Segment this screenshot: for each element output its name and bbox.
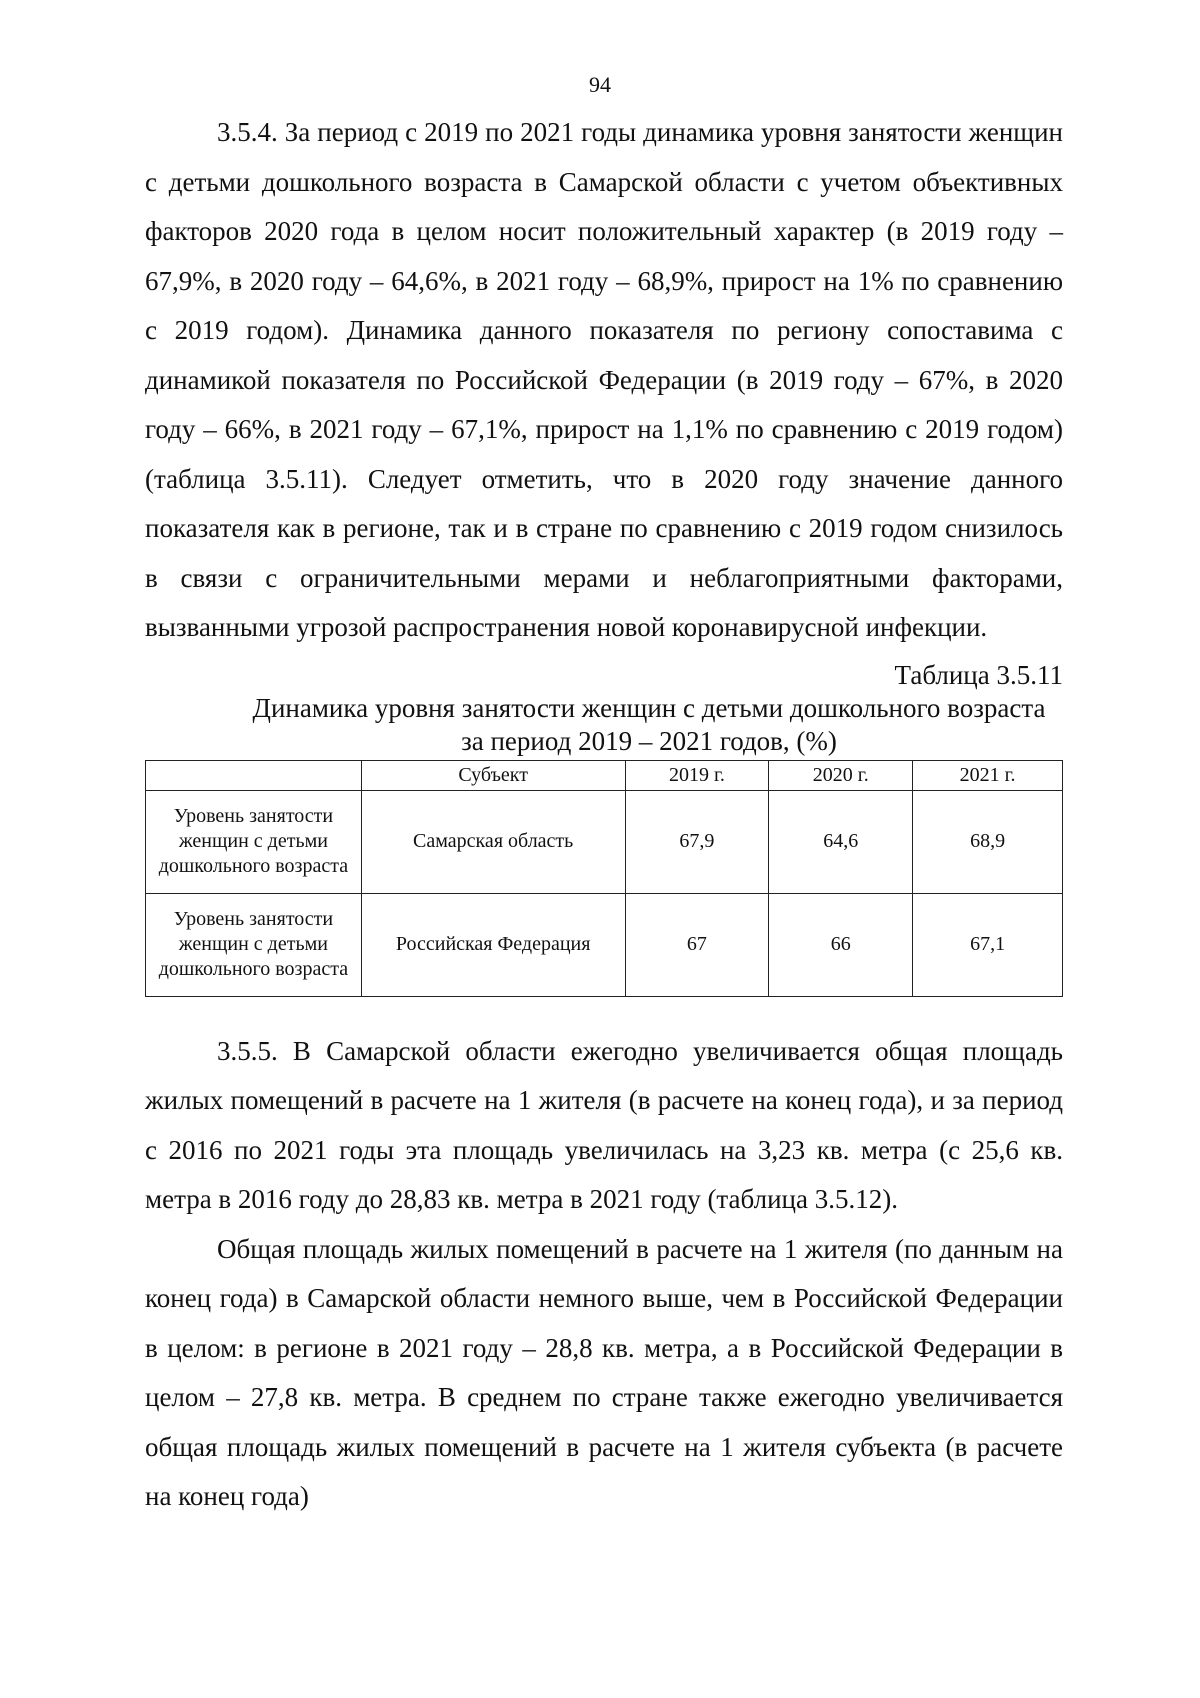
table-cell-2020: 64,6 xyxy=(769,790,913,893)
table-header-2019: 2019 г. xyxy=(625,760,769,790)
table-row xyxy=(146,893,1063,996)
table-cell-subject: Российская Федерация xyxy=(361,893,625,996)
table-row xyxy=(146,790,1063,893)
table-title-line1: Динамика уровня занятости женщин с детьми дошкольного возраста xyxy=(252,692,1046,723)
table-cell-2019: 67 xyxy=(625,893,769,996)
table-cell-indicator: Уровень занятости женщин с детьми дошкольного возраста xyxy=(146,893,362,996)
table-header-indicator xyxy=(146,760,362,790)
table-header-row xyxy=(146,760,1063,790)
paragraph-housing-comparison: Общая площадь жилых помещений в расчете на 1 жителя (по данным на конец года) в Самарской области немного выше, чем в Российской Федерации в целом: в регионе в 2021 году – 28,8 кв. метра, а в Российской Федерации в целом – 27,8 кв. метра. В среднем по стране также ежегодно увеличивается общая площадь жилых помещений в расчете на 1 жителя субъекта (в расчете на конец года) xyxy=(145,1233,1063,1511)
page-number: 94 xyxy=(589,72,611,97)
table-cell-2019: 67,9 xyxy=(625,790,769,893)
table-cell-2020: 66 xyxy=(769,893,913,996)
table-cell-2021: 67,1 xyxy=(913,893,1063,996)
table-cell-indicator: Уровень занятости женщин с детьми дошкольного возраста xyxy=(146,790,362,893)
table-header-2021: 2021 г. xyxy=(913,760,1063,790)
page-content xyxy=(145,108,1063,1522)
table-header-2020: 2020 г. xyxy=(769,760,913,790)
table-header-subject: Субъект xyxy=(361,760,625,790)
table-label: Таблица 3.5.11 xyxy=(894,659,1063,690)
table-cell-2021: 68,9 xyxy=(913,790,1063,893)
table-cell-subject: Самарская область xyxy=(361,790,625,893)
employment-table xyxy=(145,760,1063,997)
paragraph-3-5-5: 3.5.5. В Самарской области ежегодно увеличивается общая площадь жилых помещений в расчете на 1 жителя (в расчете на конец года), и за период с 2016 по 2021 годы эта площадь увеличилась на 3,23 кв. метра (с 25,6 кв. метра в 2016 году до 28,83 кв. метра в 2021 году (таблица 3.5.12). xyxy=(145,1035,1063,1214)
paragraph-3-5-4: 3.5.4. За период с 2019 по 2021 годы динамика уровня занятости женщин с детьми дошкольного возраста в Самарской области с учетом объективных факторов 2020 года в целом носит положительный характер (в 2019 году – 67,9%, в 2020 году – 64,6%, в 2021 году – 68,9%, прирост на 1% по сравнению с 2019 годом). Динамика данного показателя по региону сопоставима с динамикой показателя по Российской Федерации (в 2019 году – 67%, в 2020 году – 66%, в 2021 году – 67,1%, прирост на 1,1% по сравнению с 2019 годом) (таблица 3.5.11). Следует отметить, что в 2020 году значение данного показателя как в регионе, так и в стране по сравнению с 2019 годом снизилось в связи с ограничительными мерами и неблагоприятными факторами, вызванными угрозой распространения новой коронавирусной инфекции. xyxy=(145,117,1063,642)
table-title-line2: за период 2019 – 2021 годов, (%) xyxy=(461,725,837,756)
